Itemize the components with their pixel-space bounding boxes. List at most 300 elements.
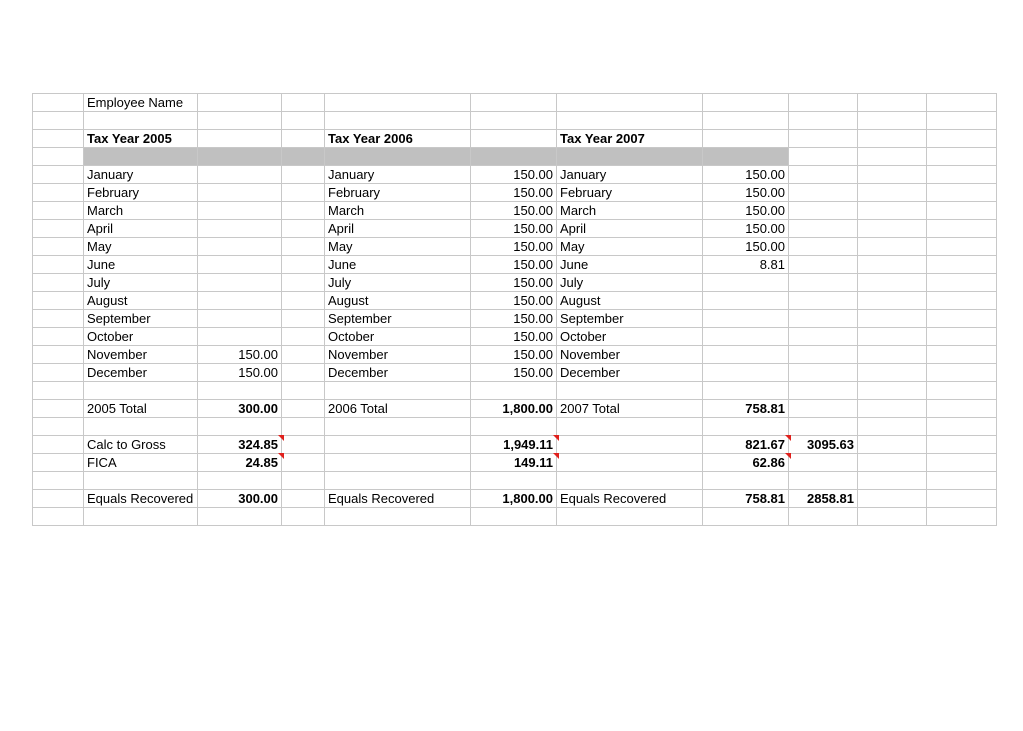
comment-indicator-icon[interactable] — [278, 453, 284, 459]
cell[interactable] — [33, 436, 84, 454]
calc-to-gross-2007[interactable] — [703, 436, 789, 454]
month-value-2006[interactable]: 150.00 — [471, 292, 557, 310]
cell[interactable] — [858, 508, 927, 526]
total-2006-value[interactable]: 1,800.00 — [471, 400, 557, 418]
cell[interactable] — [282, 400, 325, 418]
cell[interactable] — [703, 508, 789, 526]
month-name-2005[interactable]: December — [84, 364, 198, 382]
cell[interactable] — [789, 256, 858, 274]
cell[interactable] — [789, 400, 858, 418]
cell[interactable] — [927, 328, 997, 346]
cell[interactable] — [33, 238, 84, 256]
month-value-2005[interactable] — [198, 328, 282, 346]
month-value-2007[interactable]: 150.00 — [703, 166, 789, 184]
month-name-2007[interactable]: November — [557, 346, 703, 364]
month-name-2006[interactable]: November — [325, 346, 471, 364]
month-value-2006[interactable]: 150.00 — [471, 310, 557, 328]
cell[interactable] — [858, 292, 927, 310]
month-value-2006[interactable]: 150.00 — [471, 364, 557, 382]
cell[interactable] — [33, 454, 84, 472]
shaded-cell[interactable] — [703, 148, 789, 166]
month-name-2006[interactable]: June — [325, 256, 471, 274]
equals-recovered-2005-value[interactable]: 300.00 — [198, 490, 282, 508]
month-value-2007[interactable] — [703, 310, 789, 328]
cell[interactable] — [703, 472, 789, 490]
month-value-2006[interactable]: 150.00 — [471, 274, 557, 292]
month-name-2005[interactable]: April — [84, 220, 198, 238]
equals-recovered-grand-total[interactable]: 2858.81 — [789, 490, 858, 508]
month-value-2005[interactable] — [198, 202, 282, 220]
month-value-2006[interactable]: 150.00 — [471, 166, 557, 184]
calc-to-gross-2006[interactable] — [471, 436, 557, 454]
cell[interactable] — [557, 418, 703, 436]
cell[interactable] — [789, 166, 858, 184]
month-value-2006[interactable]: 150.00 — [471, 202, 557, 220]
row-employee-name — [33, 94, 997, 112]
cell[interactable] — [33, 130, 84, 148]
cell[interactable] — [33, 400, 84, 418]
month-row — [33, 274, 997, 292]
cell[interactable] — [858, 130, 927, 148]
cell[interactable] — [33, 148, 84, 166]
cell[interactable] — [789, 148, 858, 166]
month-value-2007[interactable]: 8.81 — [703, 256, 789, 274]
cell[interactable] — [858, 148, 927, 166]
cell[interactable] — [33, 256, 84, 274]
month-row — [33, 346, 997, 364]
cell[interactable] — [927, 346, 997, 364]
equals-recovered-2005-label[interactable]: Equals Recovered — [84, 490, 198, 508]
cell[interactable] — [84, 508, 198, 526]
row-shaded-band — [33, 148, 997, 166]
cell[interactable] — [557, 94, 703, 112]
month-value-2007[interactable] — [703, 274, 789, 292]
tax-year-2006-header[interactable]: Tax Year 2006 — [325, 130, 471, 148]
cell[interactable] — [858, 274, 927, 292]
cell[interactable] — [927, 418, 997, 436]
month-row — [33, 256, 997, 274]
cell[interactable] — [789, 418, 858, 436]
month-value-2005[interactable]: 150.00 — [198, 346, 282, 364]
cell[interactable] — [858, 382, 927, 400]
cell[interactable] — [33, 346, 84, 364]
row-blank — [33, 112, 997, 130]
cell[interactable] — [325, 94, 471, 112]
month-row — [33, 166, 997, 184]
cell[interactable] — [33, 490, 84, 508]
cell[interactable] — [927, 238, 997, 256]
month-name-2006[interactable]: September — [325, 310, 471, 328]
shaded-cell[interactable] — [84, 148, 198, 166]
month-name-2007[interactable]: December — [557, 364, 703, 382]
row-equals-recovered — [33, 490, 997, 508]
cell[interactable] — [858, 256, 927, 274]
cell[interactable] — [33, 364, 84, 382]
month-name-2005[interactable]: February — [84, 184, 198, 202]
equals-recovered-2006-label[interactable]: Equals Recovered — [325, 490, 471, 508]
cell[interactable] — [858, 436, 927, 454]
month-row — [33, 328, 997, 346]
month-value-2007[interactable]: 150.00 — [703, 202, 789, 220]
cell[interactable] — [858, 238, 927, 256]
cell[interactable] — [33, 418, 84, 436]
cell[interactable] — [557, 454, 703, 472]
shaded-cell[interactable] — [198, 148, 282, 166]
cell[interactable] — [282, 472, 325, 490]
shaded-cell[interactable] — [282, 148, 325, 166]
equals-recovered-2007-value[interactable]: 758.81 — [703, 490, 789, 508]
cell[interactable] — [282, 418, 325, 436]
cell[interactable] — [557, 382, 703, 400]
month-value-2005[interactable] — [198, 274, 282, 292]
cell[interactable] — [282, 184, 325, 202]
month-value-2005[interactable] — [198, 310, 282, 328]
shaded-cell[interactable] — [557, 148, 703, 166]
cell[interactable] — [33, 220, 84, 238]
month-value-2006[interactable]: 150.00 — [471, 346, 557, 364]
cell[interactable] — [789, 472, 858, 490]
cell[interactable] — [325, 436, 471, 454]
cell[interactable] — [557, 436, 703, 454]
fica-2006-value: 149.11 — [513, 455, 553, 470]
cell[interactable] — [33, 112, 84, 130]
cell[interactable] — [789, 310, 858, 328]
row-blank — [33, 508, 997, 526]
month-name-2006[interactable]: August — [325, 292, 471, 310]
cell[interactable] — [789, 112, 858, 130]
month-row — [33, 238, 997, 256]
calc-to-gross-2005-value: 324.85 — [238, 437, 278, 452]
month-value-2007[interactable] — [703, 292, 789, 310]
cell[interactable] — [789, 346, 858, 364]
cell[interactable] — [858, 364, 927, 382]
month-name-2007[interactable]: May — [557, 238, 703, 256]
cell[interactable] — [84, 382, 198, 400]
month-name-2005[interactable]: June — [84, 256, 198, 274]
cell[interactable] — [858, 328, 927, 346]
month-value-2007[interactable]: 150.00 — [703, 220, 789, 238]
comment-indicator-icon[interactable] — [785, 435, 791, 441]
cell[interactable] — [789, 454, 858, 472]
cell[interactable] — [325, 454, 471, 472]
employee-name-label[interactable]: Employee Name — [84, 94, 198, 112]
cell[interactable] — [703, 94, 789, 112]
month-name-2005[interactable]: January — [84, 166, 198, 184]
month-value-2005[interactable] — [198, 256, 282, 274]
cell[interactable] — [325, 472, 471, 490]
month-value-2005[interactable] — [198, 220, 282, 238]
month-value-2006[interactable]: 150.00 — [471, 328, 557, 346]
cell[interactable] — [858, 490, 927, 508]
cell[interactable] — [198, 472, 282, 490]
cell[interactable] — [858, 454, 927, 472]
month-value-2006[interactable]: 150.00 — [471, 238, 557, 256]
calc-to-gross-2007-value: 821.67 — [745, 437, 785, 452]
cell[interactable] — [927, 274, 997, 292]
month-name-2006[interactable]: May — [325, 238, 471, 256]
cell[interactable] — [471, 418, 557, 436]
calc-to-gross-label[interactable]: Calc to Gross — [84, 436, 198, 454]
month-value-2006[interactable]: 150.00 — [471, 220, 557, 238]
cell[interactable] — [282, 454, 325, 472]
month-value-2005[interactable] — [198, 184, 282, 202]
cell[interactable] — [789, 94, 858, 112]
month-name-2005[interactable]: October — [84, 328, 198, 346]
cell[interactable] — [858, 94, 927, 112]
comment-indicator-icon[interactable] — [553, 435, 559, 441]
cell[interactable] — [927, 256, 997, 274]
cell[interactable] — [927, 436, 997, 454]
cell[interactable] — [282, 220, 325, 238]
equals-recovered-2006-value[interactable]: 1,800.00 — [471, 490, 557, 508]
cell[interactable] — [471, 112, 557, 130]
cell[interactable] — [33, 184, 84, 202]
cell[interactable] — [33, 508, 84, 526]
cell[interactable] — [471, 472, 557, 490]
row-year-totals — [33, 400, 997, 418]
cell[interactable] — [927, 292, 997, 310]
cell[interactable] — [471, 130, 557, 148]
cell[interactable] — [33, 472, 84, 490]
fica-2007-value: 62.86 — [752, 455, 785, 470]
cell[interactable] — [927, 364, 997, 382]
cell[interactable] — [789, 202, 858, 220]
cell[interactable] — [557, 472, 703, 490]
cell[interactable] — [858, 184, 927, 202]
month-row — [33, 220, 997, 238]
cell[interactable] — [282, 310, 325, 328]
month-name-2006[interactable]: April — [325, 220, 471, 238]
month-name-2007[interactable]: August — [557, 292, 703, 310]
cell[interactable] — [789, 292, 858, 310]
cell[interactable] — [84, 112, 198, 130]
cell[interactable] — [84, 472, 198, 490]
total-2007-value[interactable]: 758.81 — [703, 400, 789, 418]
cell[interactable] — [282, 508, 325, 526]
total-2005-value[interactable]: 300.00 — [198, 400, 282, 418]
row-fica — [33, 454, 997, 472]
cell[interactable] — [703, 130, 789, 148]
cell[interactable] — [33, 202, 84, 220]
month-row — [33, 292, 997, 310]
cell[interactable] — [33, 328, 84, 346]
total-2007-label[interactable]: 2007 Total — [557, 400, 703, 418]
total-2006-label[interactable]: 2006 Total — [325, 400, 471, 418]
cell[interactable] — [33, 310, 84, 328]
month-name-2007[interactable]: September — [557, 310, 703, 328]
cell[interactable] — [703, 112, 789, 130]
total-2005-label[interactable]: 2005 Total — [84, 400, 198, 418]
month-value-2007[interactable]: 150.00 — [703, 238, 789, 256]
cell[interactable] — [703, 382, 789, 400]
month-name-2005[interactable]: November — [84, 346, 198, 364]
spreadsheet-grid — [32, 93, 997, 526]
cell[interactable] — [789, 328, 858, 346]
shaded-cell[interactable] — [325, 148, 471, 166]
month-name-2007[interactable]: June — [557, 256, 703, 274]
cell[interactable] — [858, 166, 927, 184]
cell[interactable] — [927, 202, 997, 220]
cell[interactable] — [471, 94, 557, 112]
calc-to-gross-2005[interactable] — [198, 436, 282, 454]
month-name-2005[interactable]: July — [84, 274, 198, 292]
cell[interactable] — [471, 508, 557, 526]
month-row — [33, 202, 997, 220]
month-value-2007[interactable] — [703, 346, 789, 364]
cell[interactable] — [789, 130, 858, 148]
cell[interactable] — [33, 274, 84, 292]
cell[interactable] — [927, 382, 997, 400]
cell[interactable] — [282, 364, 325, 382]
fica-2006[interactable] — [471, 454, 557, 472]
month-value-2005[interactable] — [198, 292, 282, 310]
month-name-2006[interactable]: July — [325, 274, 471, 292]
month-name-2006[interactable]: February — [325, 184, 471, 202]
cell[interactable] — [789, 238, 858, 256]
cell[interactable] — [858, 112, 927, 130]
tax-year-2007-header[interactable]: Tax Year 2007 — [557, 130, 703, 148]
month-name-2006[interactable]: March — [325, 202, 471, 220]
cell[interactable] — [282, 112, 325, 130]
cell[interactable] — [858, 310, 927, 328]
cell[interactable] — [858, 202, 927, 220]
cell[interactable] — [789, 184, 858, 202]
cell[interactable] — [927, 220, 997, 238]
cell[interactable] — [282, 274, 325, 292]
cell[interactable] — [858, 400, 927, 418]
cell[interactable] — [198, 418, 282, 436]
cell[interactable] — [325, 382, 471, 400]
cell[interactable] — [282, 238, 325, 256]
cell[interactable] — [282, 490, 325, 508]
cell[interactable] — [33, 166, 84, 184]
cell[interactable] — [198, 382, 282, 400]
month-value-2006[interactable]: 150.00 — [471, 184, 557, 202]
cell[interactable] — [927, 166, 997, 184]
cell[interactable] — [325, 508, 471, 526]
cell[interactable] — [33, 94, 84, 112]
calc-to-gross-grand-total[interactable]: 3095.63 — [789, 436, 858, 454]
tax-year-2005-header[interactable]: Tax Year 2005 — [84, 130, 198, 148]
fica-label[interactable]: FICA — [84, 454, 198, 472]
cell[interactable] — [927, 490, 997, 508]
cell[interactable] — [282, 436, 325, 454]
month-name-2007[interactable]: January — [557, 166, 703, 184]
fica-2005-value: 24.85 — [245, 455, 278, 470]
fica-2007[interactable] — [703, 454, 789, 472]
cell[interactable] — [858, 220, 927, 238]
cell[interactable] — [33, 292, 84, 310]
cell[interactable] — [927, 454, 997, 472]
month-name-2005[interactable]: September — [84, 310, 198, 328]
cell[interactable] — [282, 382, 325, 400]
row-tax-year-headers — [33, 130, 997, 148]
cell[interactable] — [557, 112, 703, 130]
row-blank — [33, 418, 997, 436]
cell[interactable] — [325, 418, 471, 436]
cell[interactable] — [927, 310, 997, 328]
cell[interactable] — [789, 382, 858, 400]
month-name-2005[interactable]: May — [84, 238, 198, 256]
fica-2005[interactable] — [198, 454, 282, 472]
cell[interactable] — [84, 418, 198, 436]
cell[interactable] — [198, 112, 282, 130]
month-name-2006[interactable]: October — [325, 328, 471, 346]
cell[interactable] — [282, 346, 325, 364]
comment-indicator-icon[interactable] — [553, 453, 559, 459]
cell[interactable] — [703, 418, 789, 436]
cell[interactable] — [927, 148, 997, 166]
month-value-2005[interactable]: 150.00 — [198, 364, 282, 382]
month-name-2005[interactable]: March — [84, 202, 198, 220]
cell[interactable] — [198, 508, 282, 526]
cell[interactable] — [858, 418, 927, 436]
cell[interactable] — [33, 382, 84, 400]
row-blank — [33, 472, 997, 490]
cell[interactable] — [927, 400, 997, 418]
month-value-2005[interactable] — [198, 238, 282, 256]
cell[interactable] — [282, 328, 325, 346]
calc-to-gross-2006-value: 1,949.11 — [503, 437, 553, 452]
cell[interactable] — [282, 130, 325, 148]
cell[interactable] — [858, 472, 927, 490]
cell[interactable] — [198, 130, 282, 148]
month-name-2007[interactable]: July — [557, 274, 703, 292]
cell[interactable] — [557, 508, 703, 526]
month-name-2007[interactable]: March — [557, 202, 703, 220]
cell[interactable] — [927, 508, 997, 526]
month-name-2007[interactable]: April — [557, 220, 703, 238]
month-row — [33, 310, 997, 328]
cell[interactable] — [927, 94, 997, 112]
cell[interactable] — [282, 292, 325, 310]
month-row — [33, 364, 997, 382]
cell[interactable] — [927, 112, 997, 130]
cell[interactable] — [789, 508, 858, 526]
month-value-2007[interactable]: 150.00 — [703, 184, 789, 202]
cell[interactable] — [927, 472, 997, 490]
employee-name-value[interactable] — [198, 94, 282, 112]
cell[interactable] — [471, 382, 557, 400]
comment-indicator-icon[interactable] — [278, 435, 284, 441]
month-name-2006[interactable]: January — [325, 166, 471, 184]
shaded-cell[interactable] — [471, 148, 557, 166]
cell[interactable] — [789, 220, 858, 238]
month-name-2007[interactable]: October — [557, 328, 703, 346]
cell[interactable] — [789, 274, 858, 292]
cell[interactable] — [858, 346, 927, 364]
month-value-2005[interactable] — [198, 166, 282, 184]
month-value-2007[interactable] — [703, 364, 789, 382]
month-name-2007[interactable]: February — [557, 184, 703, 202]
month-value-2006[interactable]: 150.00 — [471, 256, 557, 274]
cell[interactable] — [325, 112, 471, 130]
cell[interactable] — [927, 184, 997, 202]
month-value-2007[interactable] — [703, 328, 789, 346]
month-row — [33, 184, 997, 202]
cell[interactable] — [789, 364, 858, 382]
cell[interactable] — [282, 94, 325, 112]
cell[interactable] — [927, 130, 997, 148]
row-calc-to-gross — [33, 436, 997, 454]
cell[interactable] — [282, 256, 325, 274]
month-name-2005[interactable]: August — [84, 292, 198, 310]
month-name-2006[interactable]: December — [325, 364, 471, 382]
comment-indicator-icon[interactable] — [785, 453, 791, 459]
cell[interactable] — [282, 202, 325, 220]
equals-recovered-2007-label[interactable]: Equals Recovered — [557, 490, 703, 508]
cell[interactable] — [282, 166, 325, 184]
